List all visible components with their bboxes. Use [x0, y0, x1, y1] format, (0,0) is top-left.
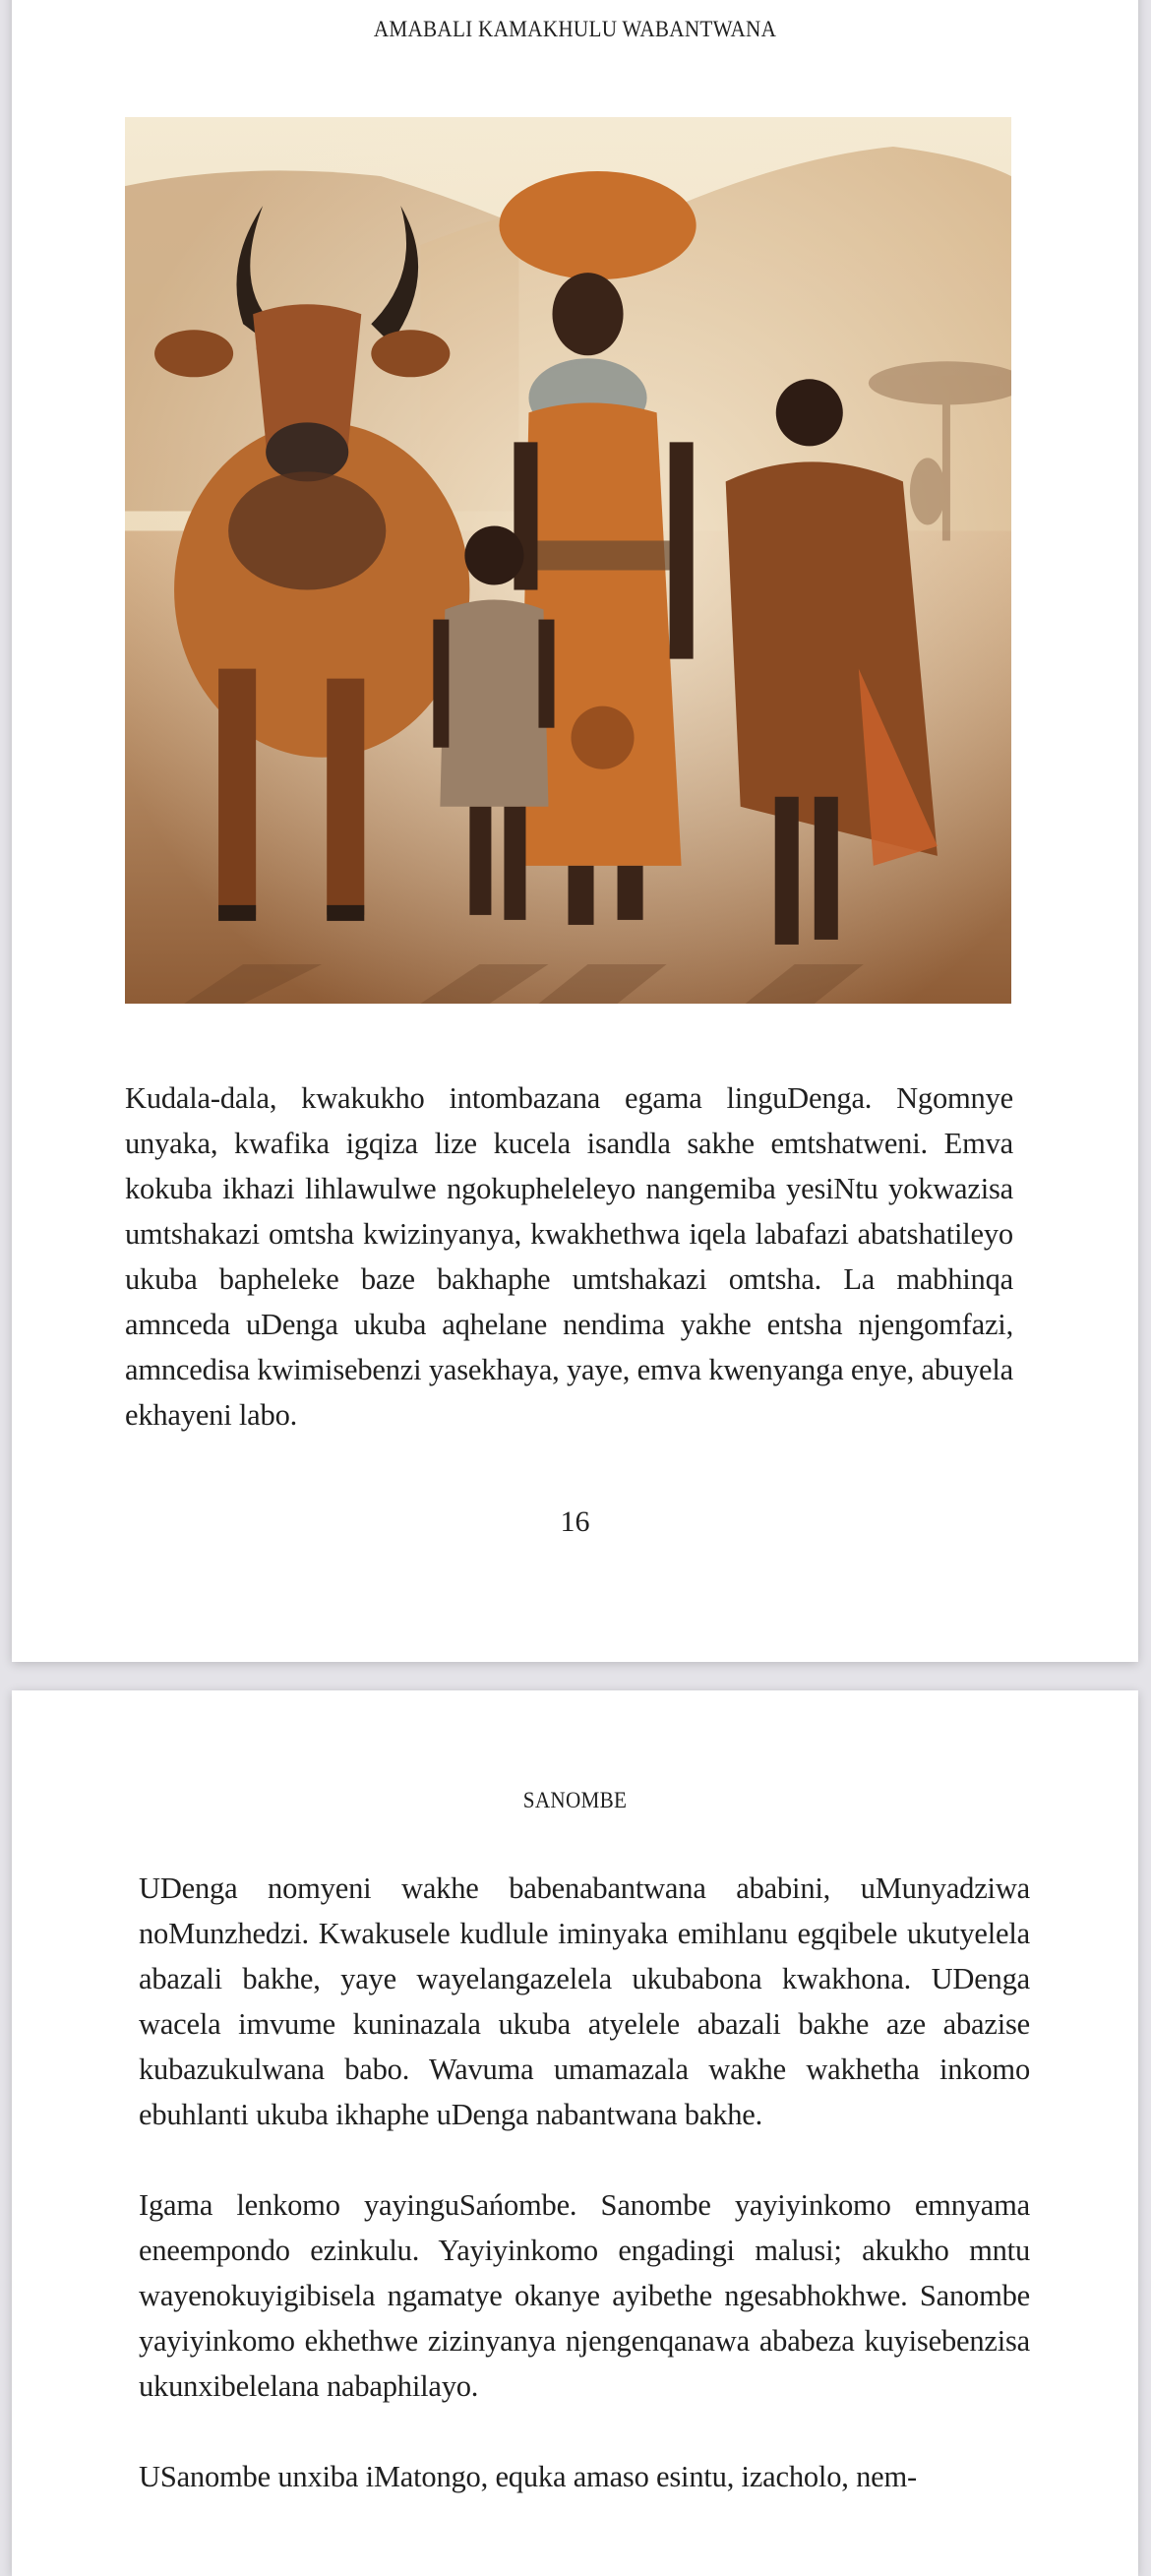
page-number: 16: [560, 1505, 590, 1538]
book-page-17: [12, 1690, 1138, 2576]
chapter-title: SANOMBE: [522, 1788, 628, 1812]
story-illustration: [125, 117, 1011, 1004]
paragraph: Igama lenkomo yayinguSańombe. Sanombe yayiyinkomo emnyama eneempondo ezinkulu. Yayiyinkomo engadingi malusi; akukho mntu wayenokuyigibisela ngamatye okanye ayibethe ngesabhokhwe. Sanombe yayiyinkomo ekhethwe zizinyanya njengenqanawa ababeza kuyisebenzisa ukunxibelelana nabaphilayo.: [139, 2188, 1030, 2403]
story-text: [125, 1075, 1013, 1438]
book-page-16: [12, 0, 1138, 1662]
running-head: AMABALI KAMAKHULU WABANTWANA: [373, 17, 777, 41]
story-text: [139, 1866, 1030, 2499]
paragraph: UDenga nomyeni wakhe babenabantwana ababini, uMunyadziwa noMunzhedzi. Kwakusele kudlule iminyaka emihlanu egqibele ukutyelela abazali bakhe, yaye wayelangazelela ukubabona kwakhona. UDenga wacela imvume kuninazala ukuba atyelele abazali bakhe aze abazise kubazukulwana babo. Wavuma umamazala wakhe wakhetha inkomo ebuhlanti ukuba ikhaphe uDenga nabantwana bakhe.: [139, 1871, 1030, 2131]
illustration-image: [125, 117, 1011, 1004]
paragraph: USanombe unxiba iMatongo, equka amaso esintu, izacholo, nem-: [139, 2460, 917, 2493]
paragraph: Kudala-dala, kwakukho intombazana egama linguDenga. Ngomnye unyaka, kwafika igqiza lize kucela isandla sakhe emtshatweni. Emva kokuba ikhazi lihlawulwe ngokupheleleyo nangemiba yesiNtu yokwazisa umtshakazi omtsha kwizinyanya, kwakhethwa iqela labafazi abatshatileyo ukuba bapheleke baze bakhaphe umtshakazi omtsha. La mabhinqa amnceda uDenga ukuba aqhelane nendima yakhe entsha njengomfazi, amncedisa kwimisebenzi yasekhaya, yaye, emva kwenyanga enye, abuyela ekhayeni labo.: [125, 1081, 1013, 1432]
